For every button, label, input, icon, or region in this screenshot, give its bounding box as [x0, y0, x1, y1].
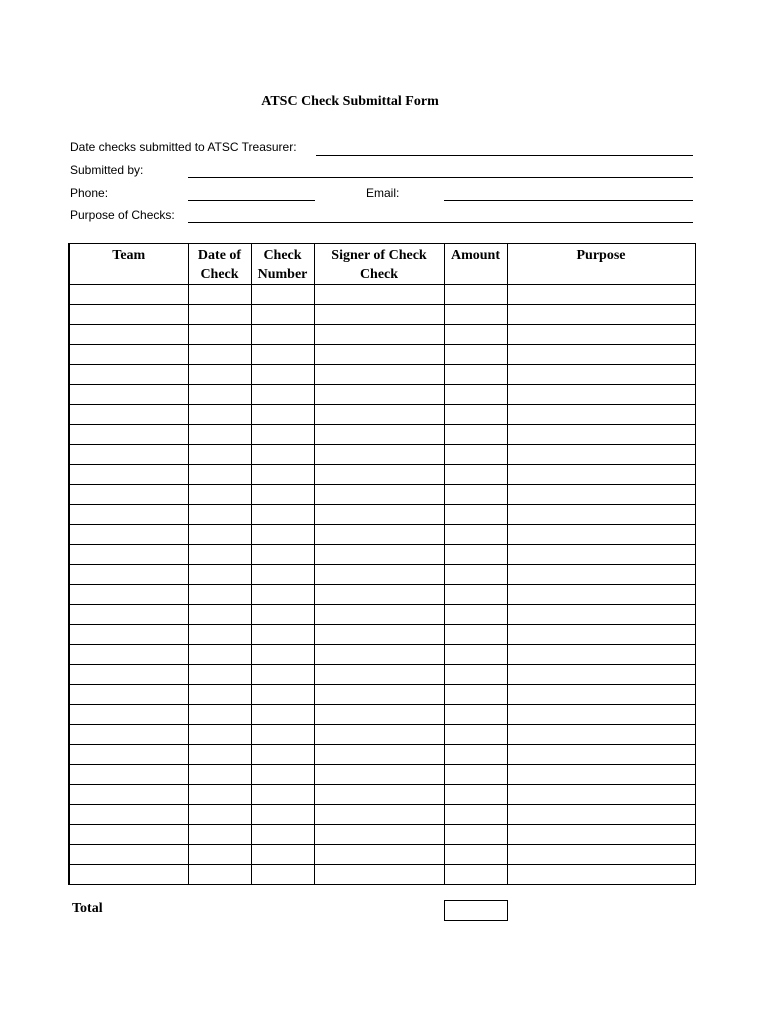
team-cell[interactable] [69, 345, 188, 365]
check-number-cell[interactable] [251, 305, 314, 325]
date-submitted-field[interactable] [316, 155, 693, 156]
amount-cell[interactable] [444, 685, 507, 705]
amount-cell[interactable] [444, 845, 507, 865]
table-row [69, 845, 695, 865]
team-cell[interactable] [69, 305, 188, 325]
date-cell[interactable] [188, 725, 251, 745]
signer-cell[interactable] [314, 365, 444, 385]
email-field[interactable] [444, 200, 693, 201]
amount-cell[interactable] [444, 705, 507, 725]
table-row [69, 585, 695, 605]
amount-cell[interactable] [444, 425, 507, 445]
team-cell[interactable] [69, 525, 188, 545]
date-cell[interactable] [188, 405, 251, 425]
check-number-cell[interactable] [251, 625, 314, 645]
check-number-cell[interactable] [251, 725, 314, 745]
date-cell[interactable] [188, 325, 251, 345]
amount-cell[interactable] [444, 285, 507, 305]
header-check-number: Check Number [251, 244, 314, 285]
check-number-cell[interactable] [251, 485, 314, 505]
amount-cell[interactable] [444, 465, 507, 485]
team-cell[interactable] [69, 565, 188, 585]
signer-cell[interactable] [314, 505, 444, 525]
team-cell[interactable] [69, 325, 188, 345]
purpose-cell[interactable] [507, 345, 695, 365]
purpose-cell[interactable] [507, 545, 695, 565]
amount-cell[interactable] [444, 365, 507, 385]
signer-cell[interactable] [314, 765, 444, 785]
date-cell[interactable] [188, 705, 251, 725]
submitted-by-label: Submitted by: [70, 163, 144, 177]
signer-cell[interactable] [314, 465, 444, 485]
date-cell[interactable] [188, 645, 251, 665]
signer-cell[interactable] [314, 285, 444, 305]
team-cell[interactable] [69, 445, 188, 465]
date-cell[interactable] [188, 285, 251, 305]
table-row [69, 825, 695, 845]
purpose-cell[interactable] [507, 705, 695, 725]
table-row [69, 705, 695, 725]
team-cell[interactable] [69, 785, 188, 805]
date-cell[interactable] [188, 565, 251, 585]
team-cell[interactable] [69, 425, 188, 445]
header-team: Team [69, 244, 188, 285]
check-number-cell[interactable] [251, 365, 314, 385]
amount-cell[interactable] [444, 565, 507, 585]
total-label: Total [72, 901, 103, 916]
purpose-cell[interactable] [507, 525, 695, 545]
amount-cell[interactable] [444, 445, 507, 465]
check-number-cell[interactable] [251, 705, 314, 725]
date-cell[interactable] [188, 665, 251, 685]
check-number-cell[interactable] [251, 525, 314, 545]
signer-cell[interactable] [314, 805, 444, 825]
check-number-cell[interactable] [251, 665, 314, 685]
date-cell[interactable] [188, 345, 251, 365]
check-number-cell[interactable] [251, 405, 314, 425]
table-row [69, 865, 695, 885]
check-number-cell[interactable] [251, 805, 314, 825]
check-number-cell[interactable] [251, 325, 314, 345]
team-cell[interactable] [69, 805, 188, 825]
purpose-cell[interactable] [507, 385, 695, 405]
table-row [69, 605, 695, 625]
signer-cell[interactable] [314, 665, 444, 685]
team-cell[interactable] [69, 465, 188, 485]
email-label: Email: [366, 186, 400, 200]
signer-cell[interactable] [314, 585, 444, 605]
purpose-cell[interactable] [507, 405, 695, 425]
table-row [69, 365, 695, 385]
purpose-cell[interactable] [507, 325, 695, 345]
signer-cell[interactable] [314, 385, 444, 405]
purpose-cell[interactable] [507, 365, 695, 385]
team-cell[interactable] [69, 705, 188, 725]
check-number-cell[interactable] [251, 825, 314, 845]
signer-cell[interactable] [314, 325, 444, 345]
form-title: ATSC Check Submittal Form [261, 94, 439, 109]
amount-cell[interactable] [444, 805, 507, 825]
signer-cell[interactable] [314, 545, 444, 565]
team-cell[interactable] [69, 485, 188, 505]
purpose-cell[interactable] [507, 785, 695, 805]
check-number-cell[interactable] [251, 385, 314, 405]
table-row [69, 565, 695, 585]
table-row [69, 725, 695, 745]
amount-cell[interactable] [444, 385, 507, 405]
date-cell[interactable] [188, 805, 251, 825]
signer-cell[interactable] [314, 845, 444, 865]
amount-cell[interactable] [444, 645, 507, 665]
table-row [69, 785, 695, 805]
amount-cell[interactable] [444, 305, 507, 325]
date-cell[interactable] [188, 745, 251, 765]
team-cell[interactable] [69, 725, 188, 745]
date-cell[interactable] [188, 365, 251, 385]
purpose-cell[interactable] [507, 685, 695, 705]
check-number-cell[interactable] [251, 785, 314, 805]
date-cell[interactable] [188, 625, 251, 645]
table-row [69, 505, 695, 525]
amount-cell[interactable] [444, 605, 507, 625]
team-cell[interactable] [69, 685, 188, 705]
check-number-cell[interactable] [251, 445, 314, 465]
purpose-cell[interactable] [507, 285, 695, 305]
purpose-cell[interactable] [507, 605, 695, 625]
amount-cell[interactable] [444, 865, 507, 885]
check-number-cell[interactable] [251, 865, 314, 885]
check-table [68, 243, 696, 885]
check-number-cell[interactable] [251, 465, 314, 485]
signer-cell[interactable] [314, 685, 444, 705]
check-number-cell[interactable] [251, 605, 314, 625]
date-cell[interactable] [188, 685, 251, 705]
team-cell[interactable] [69, 605, 188, 625]
table-header-row [69, 244, 695, 285]
date-cell[interactable] [188, 385, 251, 405]
team-cell[interactable] [69, 845, 188, 865]
check-number-cell[interactable] [251, 745, 314, 765]
team-cell[interactable] [69, 825, 188, 845]
purpose-cell[interactable] [507, 805, 695, 825]
purpose-cell[interactable] [507, 505, 695, 525]
table-row [69, 405, 695, 425]
purpose-cell[interactable] [507, 625, 695, 645]
table-row [69, 545, 695, 565]
team-cell[interactable] [69, 585, 188, 605]
signer-cell[interactable] [314, 725, 444, 745]
check-number-cell[interactable] [251, 285, 314, 305]
team-cell[interactable] [69, 285, 188, 305]
purpose-cell[interactable] [507, 845, 695, 865]
date-cell[interactable] [188, 865, 251, 885]
amount-cell[interactable] [444, 625, 507, 645]
team-cell[interactable] [69, 625, 188, 645]
signer-cell[interactable] [314, 525, 444, 545]
amount-cell[interactable] [444, 505, 507, 525]
amount-cell[interactable] [444, 345, 507, 365]
date-submitted-label: Date checks submitted to ATSC Treasurer: [70, 140, 297, 154]
header-amount: Amount [444, 244, 507, 285]
purpose-cell[interactable] [507, 445, 695, 465]
amount-cell[interactable] [444, 325, 507, 345]
amount-cell[interactable] [444, 585, 507, 605]
signer-cell[interactable] [314, 705, 444, 725]
date-cell[interactable] [188, 605, 251, 625]
date-cell[interactable] [188, 765, 251, 785]
header-date-of-check: Date of Check [188, 244, 251, 285]
team-cell[interactable] [69, 405, 188, 425]
team-cell[interactable] [69, 665, 188, 685]
table-row [69, 485, 695, 505]
amount-cell[interactable] [444, 545, 507, 565]
table-row [69, 445, 695, 465]
table-row [69, 285, 695, 305]
team-cell[interactable] [69, 865, 188, 885]
check-number-cell[interactable] [251, 585, 314, 605]
amount-cell[interactable] [444, 745, 507, 765]
date-cell[interactable] [188, 505, 251, 525]
check-number-cell[interactable] [251, 505, 314, 525]
team-cell[interactable] [69, 545, 188, 565]
table-row [69, 745, 695, 765]
signer-cell[interactable] [314, 425, 444, 445]
purpose-cell[interactable] [507, 565, 695, 585]
phone-field[interactable] [188, 200, 315, 201]
purpose-cell[interactable] [507, 665, 695, 685]
header-signer: Signer of Check Check [314, 244, 444, 285]
date-cell[interactable] [188, 425, 251, 445]
signer-cell[interactable] [314, 785, 444, 805]
table-row [69, 465, 695, 485]
signer-cell[interactable] [314, 565, 444, 585]
purpose-cell[interactable] [507, 585, 695, 605]
purpose-cell[interactable] [507, 765, 695, 785]
date-cell[interactable] [188, 485, 251, 505]
purpose-of-checks-field[interactable] [188, 222, 693, 223]
date-cell[interactable] [188, 785, 251, 805]
team-cell[interactable] [69, 365, 188, 385]
table-row [69, 425, 695, 445]
table-row [69, 805, 695, 825]
signer-cell[interactable] [314, 745, 444, 765]
purpose-of-checks-label: Purpose of Checks: [70, 208, 175, 222]
header-purpose: Purpose [507, 244, 695, 285]
team-cell[interactable] [69, 385, 188, 405]
table-row [69, 765, 695, 785]
team-cell[interactable] [69, 505, 188, 525]
purpose-cell[interactable] [507, 425, 695, 445]
date-cell[interactable] [188, 445, 251, 465]
amount-cell[interactable] [444, 665, 507, 685]
signer-cell[interactable] [314, 645, 444, 665]
date-cell[interactable] [188, 825, 251, 845]
signer-cell[interactable] [314, 625, 444, 645]
table-row [69, 345, 695, 365]
table-row [69, 305, 695, 325]
purpose-cell[interactable] [507, 465, 695, 485]
check-number-cell[interactable] [251, 545, 314, 565]
date-cell[interactable] [188, 585, 251, 605]
purpose-cell[interactable] [507, 725, 695, 745]
amount-cell[interactable] [444, 785, 507, 805]
team-cell[interactable] [69, 765, 188, 785]
signer-cell[interactable] [314, 485, 444, 505]
purpose-cell[interactable] [507, 645, 695, 665]
team-cell[interactable] [69, 745, 188, 765]
date-cell[interactable] [188, 545, 251, 565]
date-cell[interactable] [188, 845, 251, 865]
check-number-cell[interactable] [251, 565, 314, 585]
signer-cell[interactable] [314, 825, 444, 845]
table-row [69, 625, 695, 645]
check-number-cell[interactable] [251, 345, 314, 365]
purpose-cell[interactable] [507, 485, 695, 505]
check-number-cell[interactable] [251, 645, 314, 665]
date-cell[interactable] [188, 305, 251, 325]
signer-cell[interactable] [314, 405, 444, 425]
signer-cell[interactable] [314, 305, 444, 325]
table-row [69, 325, 695, 345]
purpose-cell[interactable] [507, 305, 695, 325]
amount-cell[interactable] [444, 725, 507, 745]
check-number-cell[interactable] [251, 685, 314, 705]
signer-cell[interactable] [314, 445, 444, 465]
table-row [69, 665, 695, 685]
total-amount-field[interactable] [444, 900, 508, 921]
amount-cell[interactable] [444, 405, 507, 425]
table-row [69, 525, 695, 545]
table-row [69, 645, 695, 665]
check-number-cell[interactable] [251, 845, 314, 865]
signer-cell[interactable] [314, 605, 444, 625]
check-number-cell[interactable] [251, 425, 314, 445]
date-cell[interactable] [188, 525, 251, 545]
amount-cell[interactable] [444, 525, 507, 545]
signer-cell[interactable] [314, 865, 444, 885]
amount-cell[interactable] [444, 485, 507, 505]
purpose-cell[interactable] [507, 865, 695, 885]
purpose-cell[interactable] [507, 745, 695, 765]
team-cell[interactable] [69, 645, 188, 665]
submitted-by-field[interactable] [188, 177, 693, 178]
table-row [69, 685, 695, 705]
table-row [69, 385, 695, 405]
phone-label: Phone: [70, 186, 109, 200]
signer-cell[interactable] [314, 345, 444, 365]
date-cell[interactable] [188, 465, 251, 485]
amount-cell[interactable] [444, 765, 507, 785]
purpose-cell[interactable] [507, 825, 695, 845]
amount-cell[interactable] [444, 825, 507, 845]
check-number-cell[interactable] [251, 765, 314, 785]
